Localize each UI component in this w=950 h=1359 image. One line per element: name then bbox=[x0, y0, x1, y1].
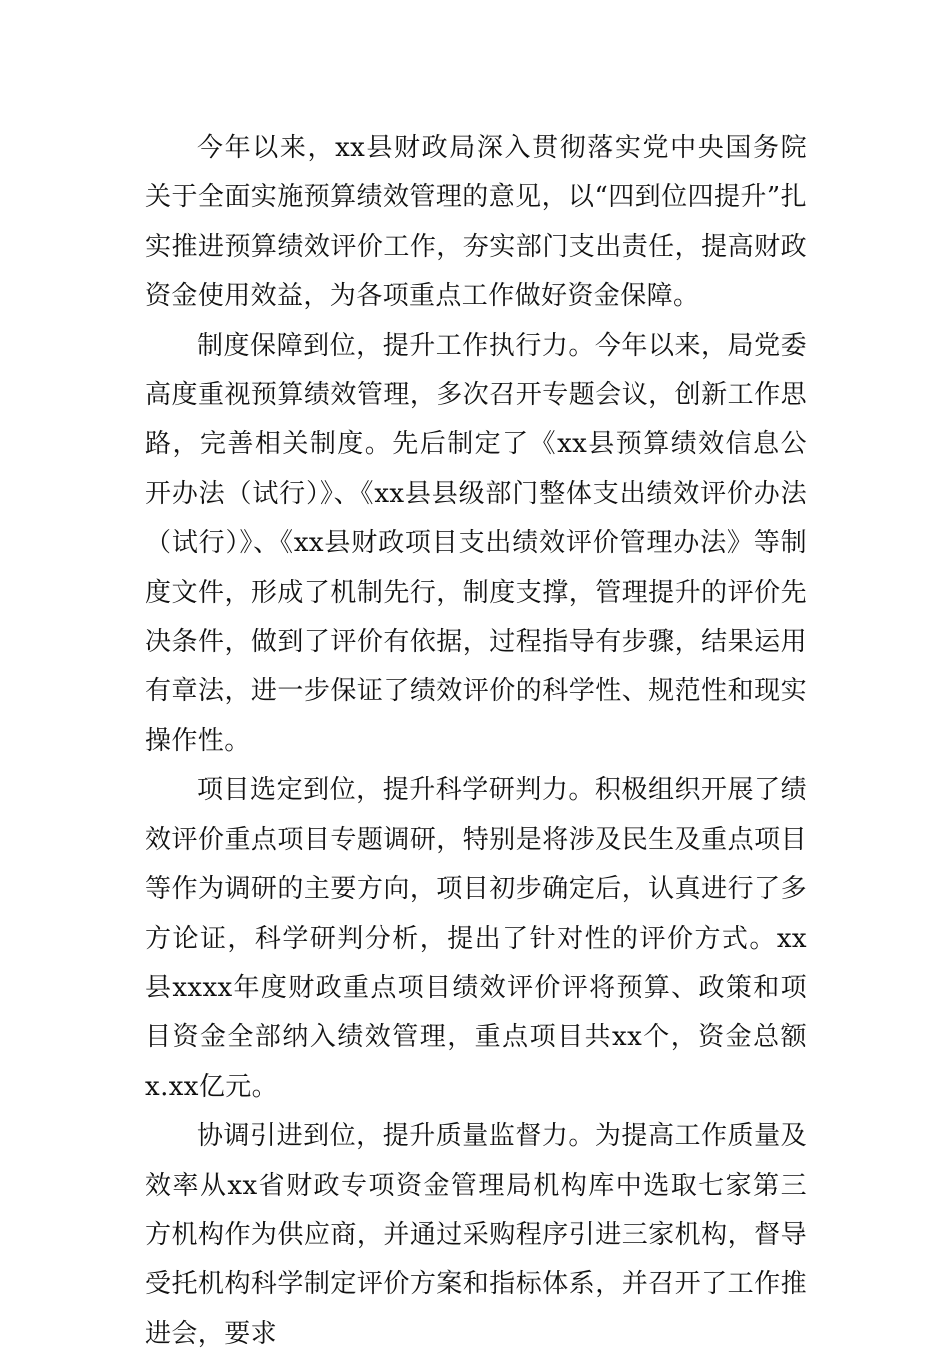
document-body bbox=[145, 124, 807, 1359]
paragraph-project-selection: 项目选定到位，提升科学研判力。积极组织开展了绩效评价重点项目专题调研，特别是将涉及民生及重点项目等作为调研的主要方向，项目初步确定后，认真进行了多方论证，科学研判分析，提出了针对性的评价方式。xx县xxxx年度财政重点项目绩效评价评将预算、政策和项目资金全部纳入绩效管理，重点项目共xx个，资金总额x.xx亿元。 bbox=[145, 775, 807, 1102]
paragraph-system-guarantee: 制度保障到位，提升工作执行力。今年以来，局党委高度重视预算绩效管理，多次召开专题会议，创新工作思路，完善相关制度。先后制定了《xx县预算绩效信息公开办法（试行）》、《xx县县级部门整体支出绩效评价办法（试行）》、《xx县财政项目支出绩效评价管理办法》等制度文件，形成了机制先行，制度支撑，管理提升的评价先决条件，做到了评价有依据，过程指导有步骤，结果运用有章法，进一步保证了绩效评价的科学性、规范性和现实操作性。 bbox=[145, 330, 807, 756]
paragraph-coordination: 协调引进到位，提升质量监督力。为提高工作质量及效率从xx省财政专项资金管理局机构库中选取七家第三方机构作为供应商，并通过采购程序引进三家机构，督导受托机构科学制定评价方案和指标体系，并召开了工作推进会，要求 bbox=[145, 1121, 807, 1349]
paragraph-intro: 今年以来，xx县财政局深入贯彻落实党中央国务院关于全面实施预算绩效管理的意见，以“四到位四提升”扎实推进预算绩效评价工作，夯实部门支出责任，提高财政资金使用效益，为各项重点工作做好资金保障。 bbox=[145, 133, 807, 312]
